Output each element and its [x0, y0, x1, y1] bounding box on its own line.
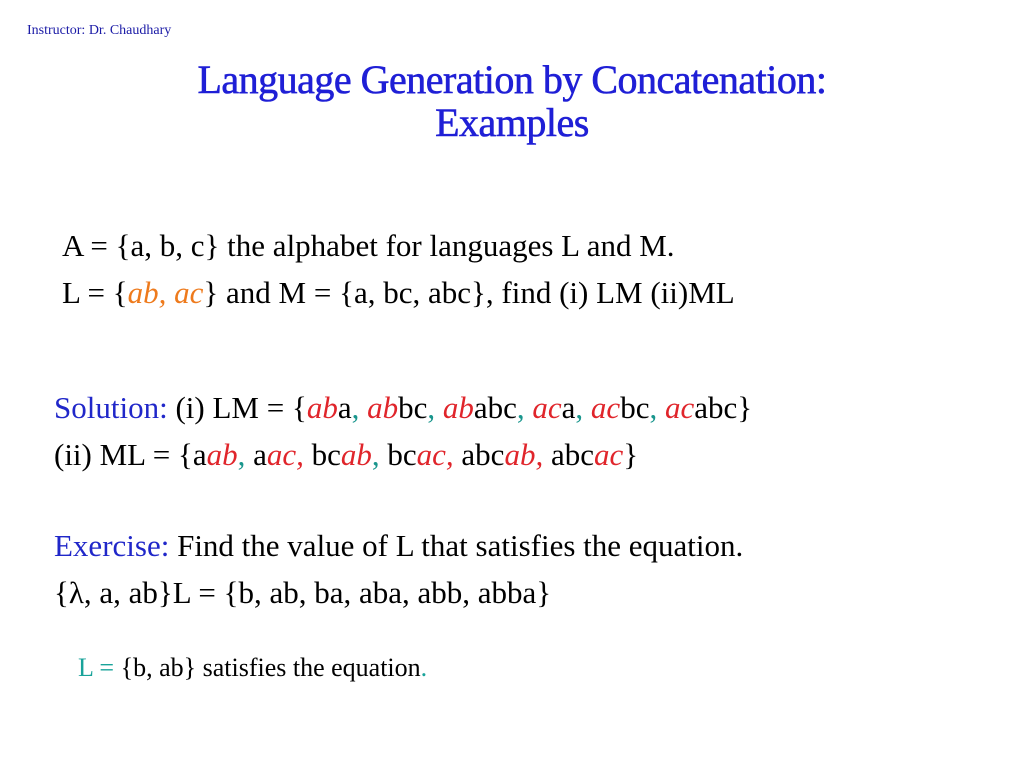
problem-line-2	[62, 275, 735, 311]
lm-run-18: bc	[620, 390, 650, 425]
problem-line-2-start: L = {	[62, 275, 128, 310]
problem-line-2-end: } and M = {a, bc, abc}, find (i) LM (ii)ML	[203, 275, 735, 310]
lm-run-9: ab	[442, 390, 474, 425]
instructor-label: Instructor: Dr. Chaudhary	[27, 23, 172, 38]
lm-run-16	[583, 390, 591, 425]
ml-run-2: ,	[237, 437, 246, 472]
lm-run-8	[435, 390, 443, 425]
exercise-line	[54, 528, 743, 564]
answer-text: {b, ab} satisfies the equation	[120, 653, 421, 682]
lm-run-5: ab	[367, 390, 399, 425]
exercise-label: Exercise:	[54, 528, 170, 563]
ml-run-3: a	[245, 437, 267, 472]
ml-run-5: ,	[296, 437, 304, 472]
ml-run-10: ac	[416, 437, 446, 472]
lm-run-1: ab	[306, 390, 338, 425]
ml-run-8: ,	[371, 437, 380, 472]
lm-run-21: ac	[664, 390, 695, 425]
answer-prefix: L =	[78, 653, 121, 682]
solution-line-ml	[54, 437, 638, 473]
solution-line-lm	[54, 390, 752, 426]
ml-run-7: ab	[340, 437, 372, 472]
solution-ml-expression	[54, 437, 638, 472]
lm-run-4	[359, 390, 367, 425]
lm-run-15: ,	[575, 390, 584, 425]
ml-run-4: ac	[266, 437, 297, 472]
ml-run-1: ab	[206, 437, 238, 472]
lm-run-0: (i) LM = {	[167, 390, 307, 425]
ml-run-0: (ii) ML = {a	[54, 437, 207, 472]
lm-run-22: abc}	[694, 390, 753, 425]
ml-run-12: abc	[453, 437, 505, 472]
answer-dot: .	[420, 653, 428, 682]
ml-run-11: ,	[445, 437, 454, 472]
solution-label: Solution:	[54, 390, 168, 425]
title-line-1: Language Generation by Concatenation:	[197, 57, 827, 102]
lm-run-7: ,	[427, 390, 436, 425]
problem-line-1: A = {a, b, c} the alphabet for languages L and M.	[62, 228, 675, 263]
lm-run-6: bc	[398, 390, 428, 425]
language-l-strings: ab, ac	[127, 275, 204, 310]
ml-run-17: }	[623, 437, 639, 472]
lm-run-10: abc	[473, 390, 517, 425]
lm-run-17: ac	[590, 390, 621, 425]
slide-title	[0, 58, 1024, 144]
ml-run-14: ,	[535, 437, 544, 472]
ml-run-6: bc	[303, 437, 341, 472]
solution-lm-expression	[168, 390, 752, 425]
answer-line	[78, 653, 427, 683]
exercise-equation: {λ, a, ab}L = {b, ab, ba, aba, abb, abba}	[54, 575, 552, 610]
ml-run-13: ab	[504, 437, 536, 472]
lm-run-11: ,	[516, 390, 525, 425]
ml-run-15: abc	[543, 437, 594, 472]
lm-run-3: ,	[351, 390, 360, 425]
lm-run-20	[657, 390, 665, 425]
lm-run-13: ac	[532, 390, 562, 425]
lm-run-2: a	[337, 390, 352, 425]
lm-run-14: a	[561, 390, 576, 425]
title-line-2: Examples	[435, 100, 589, 145]
ml-run-16: ac	[593, 437, 624, 472]
ml-run-9: bc	[379, 437, 417, 472]
exercise-text: Find the value of L that satisfies the equation.	[169, 528, 744, 563]
lm-run-19: ,	[649, 390, 658, 425]
